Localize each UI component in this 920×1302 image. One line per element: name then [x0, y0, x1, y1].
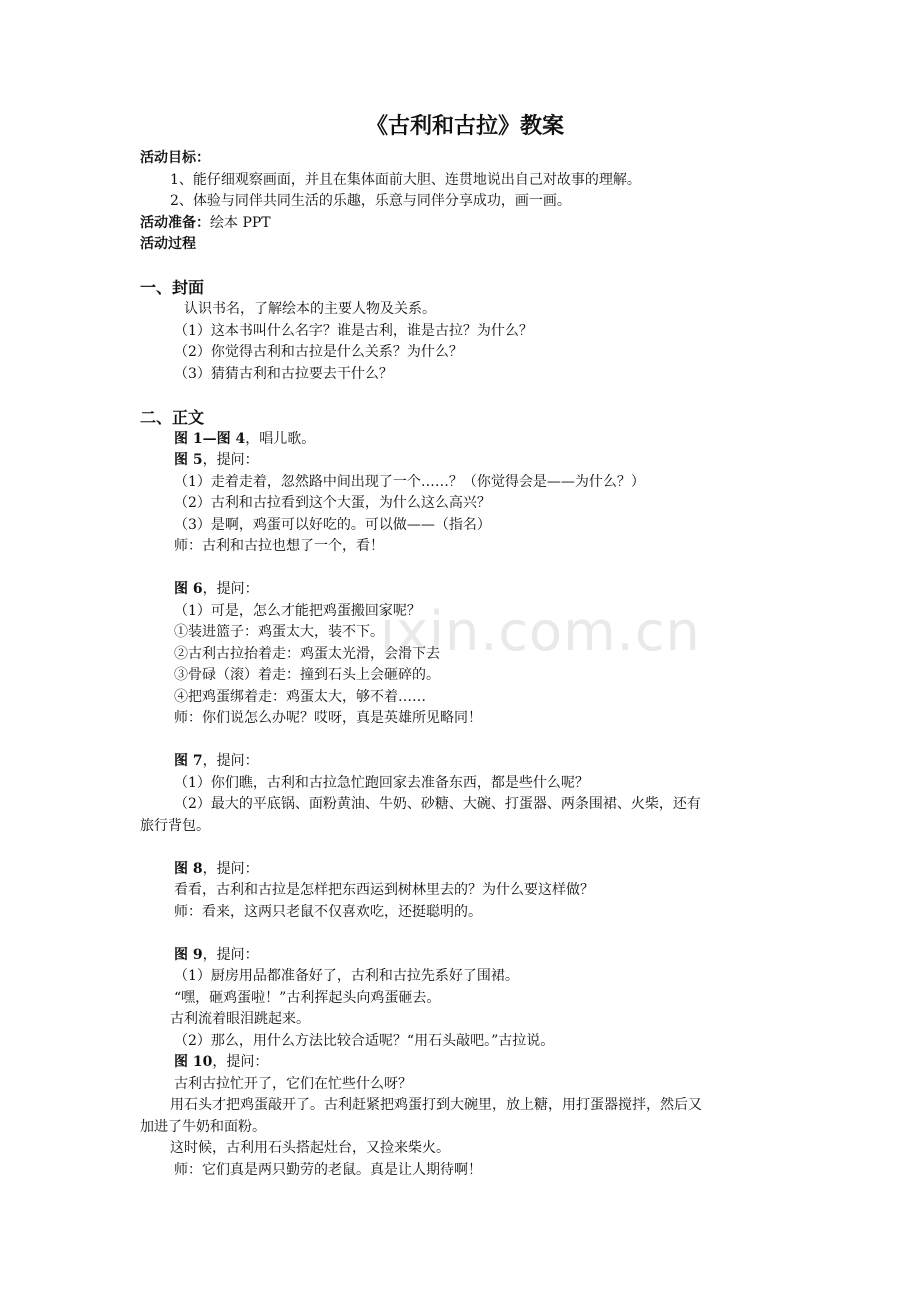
page-title: 《古利和古拉》教案: [365, 113, 564, 139]
p10-item: 加进了牛奶和面粉。: [140, 1118, 266, 1135]
section1-q1: （1）这本书叫什么名字？谁是古利，谁是古拉？为什么？: [174, 322, 533, 339]
p1-line: [140, 429, 790, 451]
p9-item: 古利流着眼泪跳起来。: [170, 1011, 310, 1027]
section1-heading: 一、封面: [140, 278, 205, 297]
p8-item: 师：看来，这两只老鼠不仅喜欢吃，还挺聪明的。: [174, 903, 482, 920]
p10-item: 师：它们真是两只勤劳的老鼠。真是让人期待啊！: [174, 1161, 482, 1178]
goal-1: 1、能仔细观察画面，并且在集体面前大胆、连贯地说出自己对故事的理解。: [170, 171, 641, 188]
p6-text: ，提问：: [202, 581, 259, 597]
p9-item: （1）厨房用品都准备好了，古利和古拉先系好了围裙。: [174, 968, 519, 984]
p8-text: ，提问：: [202, 860, 259, 877]
section1-intro: 认识书名，了解绘本的主要人物及关系。: [184, 301, 436, 317]
p5-label: 图 5: [174, 452, 203, 468]
p6-item: （1）可是，怎么才能把鸡蛋搬回家呢？: [174, 602, 421, 619]
p5-line: [140, 450, 790, 472]
p9-text: ，提问：: [202, 946, 259, 963]
p5-item: 师：古利和古拉也想了一个，看！: [174, 538, 384, 554]
prep-line: [140, 213, 790, 235]
document-body: [140, 112, 790, 1181]
prep-value: 绘本 PPT: [210, 214, 271, 231]
p9-line: [140, 945, 790, 967]
p7-item: （2）最大的平底锅、面粉黄油、牛奶、砂糖、大碗、打蛋器、两条围裙、火柴，还有: [174, 796, 701, 812]
p6-line: [140, 579, 790, 601]
p5-text: ，提问：: [202, 452, 259, 468]
p10-label: 图 10: [174, 1054, 213, 1070]
p8-item: 看看，古利和古拉是怎样把东西运到树林里去的？为什么要这样做？: [174, 882, 594, 898]
goal-2: 2、体验与同伴共同生活的乐趣，乐意与同伴分享成功，画一画。: [170, 193, 571, 209]
p7-label: 图 7: [174, 753, 203, 769]
p6-item: ③骨碌（滚）着走：撞到石头上会砸碎的。: [174, 667, 440, 683]
goals-label: 活动目标：: [140, 150, 210, 166]
p8-label: 图 8: [174, 860, 203, 877]
p9-item: （2）那么，用什么方法比较合适呢？“用石头敲吧。”古拉说。: [174, 1032, 555, 1049]
section2-heading: 二、正文: [140, 407, 205, 427]
p8-line: [140, 859, 790, 881]
p7-item: （1）你们瞧，古利和古拉急忙跑回家去准备东西，都是些什么呢？: [174, 774, 589, 791]
p6-item: ①装进篮子：鸡蛋太大，装不下。: [174, 624, 384, 640]
p6-item: ②古利古拉抬着走：鸡蛋太光滑，会滑下去: [174, 645, 440, 662]
p5-item: （1）走着走着，忽然路中间出现了一个……？（你觉得会是——为什么？）: [174, 473, 645, 490]
p9-item: “嘿，砸鸡蛋啦！”古利挥起头向鸡蛋砸去。: [174, 989, 441, 1006]
p1-text: ，唱儿歌。: [245, 430, 316, 447]
process-label: 活动过程: [140, 236, 196, 252]
section1-q3: （3）猜猜古利和古拉要去干什么？: [174, 365, 393, 382]
p10-item: 这时候，古利用石头搭起灶台，又捡来柴火。: [170, 1140, 450, 1156]
p10-line: [140, 1052, 790, 1074]
p7-text: ，提问：: [202, 753, 259, 769]
section1-q2: （2）你觉得古利和古拉是什么关系？为什么？: [174, 344, 463, 360]
p6-item: 师：你们说怎么办呢？哎呀，真是英雄所见略同！: [174, 710, 482, 726]
prep-label: 活动准备：: [140, 214, 210, 231]
p10-item: 用石头才把鸡蛋敲开了。古利赶紧把鸡蛋打到大碗里，放上糖，用打蛋器搅拌，然后又: [170, 1097, 702, 1113]
p6-label: 图 6: [174, 581, 203, 597]
p1-label: 图 1—图 4: [174, 430, 246, 447]
p7-item: 旅行背包。: [140, 817, 210, 834]
p10-text: ，提问：: [212, 1054, 269, 1070]
p5-item: （3）是啊，鸡蛋可以好吃的。可以做——（指名）: [174, 516, 491, 533]
p6-item: ④把鸡蛋绑着走：鸡蛋太大，够不着……: [174, 688, 426, 705]
watermark: ixin.com.cn: [380, 600, 701, 663]
p9-label: 图 9: [174, 946, 203, 963]
p10-item: 古利古拉忙开了，它们在忙些什么呀？: [174, 1075, 412, 1092]
p5-item: （2）古利和古拉看到这个大蛋，为什么这么高兴？: [174, 495, 491, 511]
p7-line: [140, 751, 790, 773]
